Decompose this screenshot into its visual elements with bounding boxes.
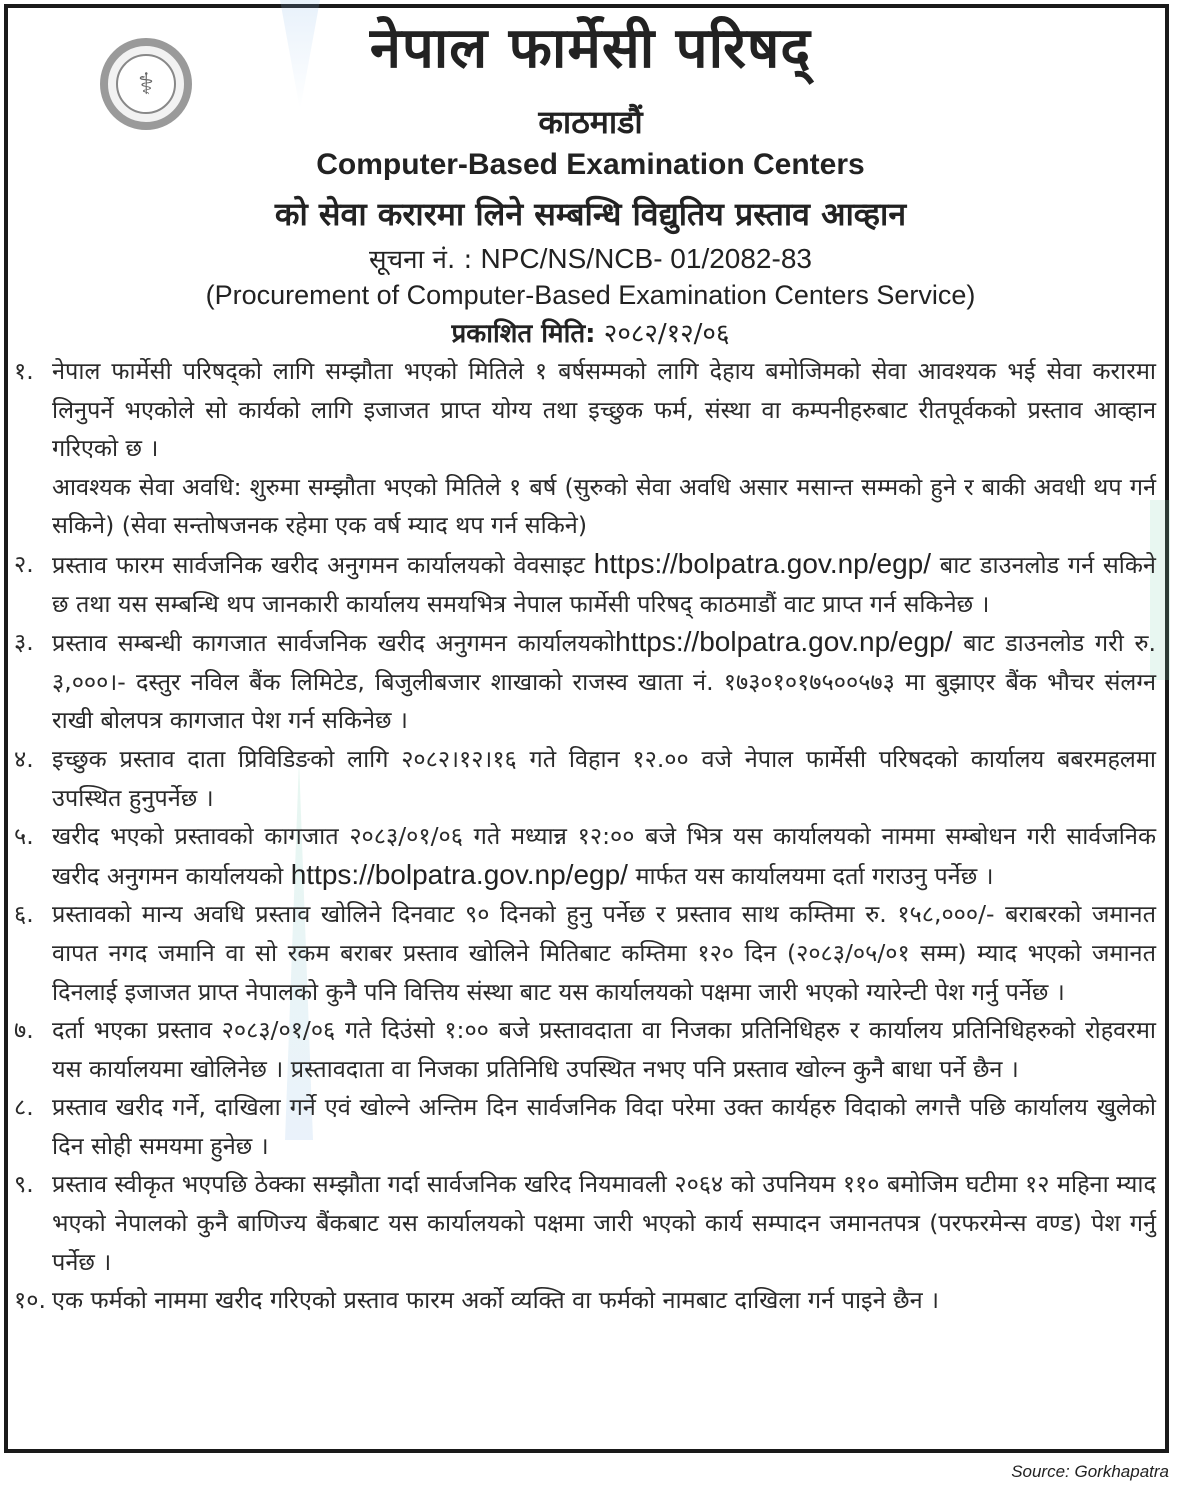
list-item [14,895,1162,1011]
item-number: ४. [14,744,34,773]
list-item [14,817,1162,895]
item-text: नेपाल फार्मेसी परिषद्को लागि सम्झौता भएको मितिले १ बर्षसम्मको लागि देहाय बमोजिमको सेवा आवश्यक भई सेवा करारमा लिनुपर्ने भएकोले सो कार्यको लागि इजाजत प्राप्त योग्य तथा इच्छुक फर्म, संस्था वा कम्पनीहरुबाट रीतपूर्वकको प्रस्ताव आव्हान गरिएको छ । [52,357,1156,463]
subtitle-english: Computer-Based Examination Centers [316,148,865,181]
item-text: प्रस्ताव स्वीकृत भएपछि ठेक्का सम्झौता गर्दा सार्वजनिक खरिद नियमावली २०६४ को उपनियम ११० बमोजिम घटीमा १२ महिना म्याद भएको नेपालको कुनै बाणिज्य बैंकबाट यस कार्यालयको पक्षमा जारी भएको कार्य सम्पादन जमानतपत्र (परफरमेन्स वण्ड) पेश गर्नु पर्नेछ । [52,1170,1156,1276]
item-number: ३. [14,628,34,657]
item-number: ७. [14,1016,34,1045]
list-item [14,623,1162,740]
item-text: प्रस्ताव फारम सार्वजनिक खरीद अनुगमन कार्यालयको वेवसाइट [52,550,594,579]
procurement-title: (Procurement of Computer-Based Examination Centers Service) [205,280,976,310]
item-number: १०. [14,1286,46,1315]
item-text: प्रस्तावको मान्य अवधि प्रस्ताव खोलिने दिनवाट ९० दिनको हुनु पर्नेछ र प्रस्ताव साथ कम्तिमा रु. १५८,०००/- बराबरको जमानत वापत नगद जमानि वा सो रकम बराबर प्रस्ताव खोलिने मितिबाट कम्तिमा १२० दिन (२०८३/०५/०१ सम्म) म्याद भएको जमानत दिनलाई इजाजत प्राप्त नेपालको कुनै पनि वित्तिय संस्था बाट यस कार्यालयको पक्षमा जारी भएको ग्यारेन्टी पेश गर्नु पर्नेछ । [52,900,1156,1006]
source-credit: Source: Gorkhapatra [1011,1462,1169,1481]
bolpatra-link[interactable]: https://bolpatra.gov.np/egp/ [290,858,628,890]
item-text: प्रस्ताव सम्बन्धी कागजात सार्वजनिक खरीद अनुगमन कार्यालयको [52,629,616,658]
item-text: इच्छुक प्रस्ताव दाता प्रिविडिङको लागि २०८२।१२।१६ गते विहान १२.०० वजे नेपाल फार्मेसी परिषदको कार्यालय बबरमहलमा उपस्थित हुनुपर्नेछ । [52,744,1156,812]
caduceus-seal-icon: ⚕ [116,54,176,114]
item-number: ५. [14,822,34,851]
notice-number: NPC/NS/NCB- 01/2082-83 [480,243,812,274]
item-number: १. [14,357,34,385]
bolpatra-link[interactable]: https://bolpatra.gov.np/egp/ [593,547,932,579]
published-date: २०८२/१२/०६ [603,319,730,349]
list-item [14,352,1162,545]
notice-number-label: सूचना नं. : [369,245,473,275]
item-text: मार्फत यस कार्यालयमा दर्ता गराउनु पर्नेछ । [627,861,994,890]
list-item [14,740,1162,817]
item-text: दर्ता भएका प्रस्ताव २०८३/०१/०६ गते दिउंसो १:०० बजे प्रस्तावदाता वा निजका प्रतिनिधिहरु र कार्यालय प्रतिनिधिहरुको रोहवरमा यस कार्यालयमा खोलिनेछ । प्रस्तावदाता वा निजका प्रतिनिधि उपस्थित नभए पनि प्रस्ताव खोल्न कुनै बाधा पर्ने छैन । [52,1016,1156,1083]
list-item [14,545,1162,623]
item-text: प्रस्ताव खरीद गर्ने, दाखिला गर्ने एवं खोल्ने अन्तिम दिन सार्वजनिक विदा परेमा उक्त कार्यहरु विदाको लगत्तै पछि कार्यालय खुलेको दिन सोही समयमा हुनेछ । [52,1093,1156,1160]
item-number: ६. [14,900,34,929]
item-extra-text: आवश्यक सेवा अवधि: शुरुमा सम्झौता भएको मितिले १ बर्ष (सुरुको सेवा अवधि असार मसान्त सम्मको हुने र बाकी अवधी थप गर्न सकिने) (सेवा सन्तोषजनक रहेमा एक वर्ष म्याद थप गर्न सकिने) [52,472,1156,540]
list-item [14,1165,1162,1281]
published-date-label: प्रकाशित मिति: [451,319,596,349]
item-number: २. [14,549,34,578]
item-text: खरीद भएको प्रस्तावको कागजात २०८३/०१/०६ गते मध्यान्न १२:०० बजे भित्र यस कार्यालयको नाममा सम्बोधन गरी सार्वजनिक खरीद अनुगमन कार्यालयको [52,822,1156,890]
city-label: काठमाडौं [538,103,643,141]
item-number: ८. [14,1093,34,1122]
list-item [14,1011,1162,1088]
notice-items [14,352,1162,1320]
page-title: नेपाल फार्मेसी परिषद् [369,16,812,81]
item-text: एक फर्मको नाममा खरीद गरिएको प्रस्ताव फारम अर्को व्यक्ति वा फर्मको नामबाट दाखिला गर्न पाइने छैन । [52,1286,940,1315]
item-text: बाट डाउनलोड गर्न सकिने छ तथा यस सम्बन्धि थप जानकारी कार्यालय समयभित्र नेपाल फार्मेसी परिषद् काठमाडौं वाट प्राप्त गर्न सकिनेछ । [52,550,1156,618]
list-item [14,1088,1162,1165]
item-number: ९. [14,1170,34,1199]
bolpatra-link[interactable]: https://bolpatra.gov.np/egp/ [615,626,953,658]
published-date-line [0,314,1181,350]
list-item [14,1281,1162,1320]
item-text: बाट डाउनलोड गरी रु. ३,०००।- दस्तुर नविल बैंक लिमिटेड, बिजुलीबजार शाखाको राजस्व खाता नं. १७३०१०१७५००५७३ मा बुझाएर बैंक भौचर संलग्न राखी बोलपत्र कागजात पेश गर्न सकिनेछ । [52,629,1157,735]
subtitle-nepali: को सेवा करारमा लिने सम्बन्धि विद्युतिय प्रस्ताव आव्हान [274,195,907,233]
notice-number-line [0,240,1181,276]
